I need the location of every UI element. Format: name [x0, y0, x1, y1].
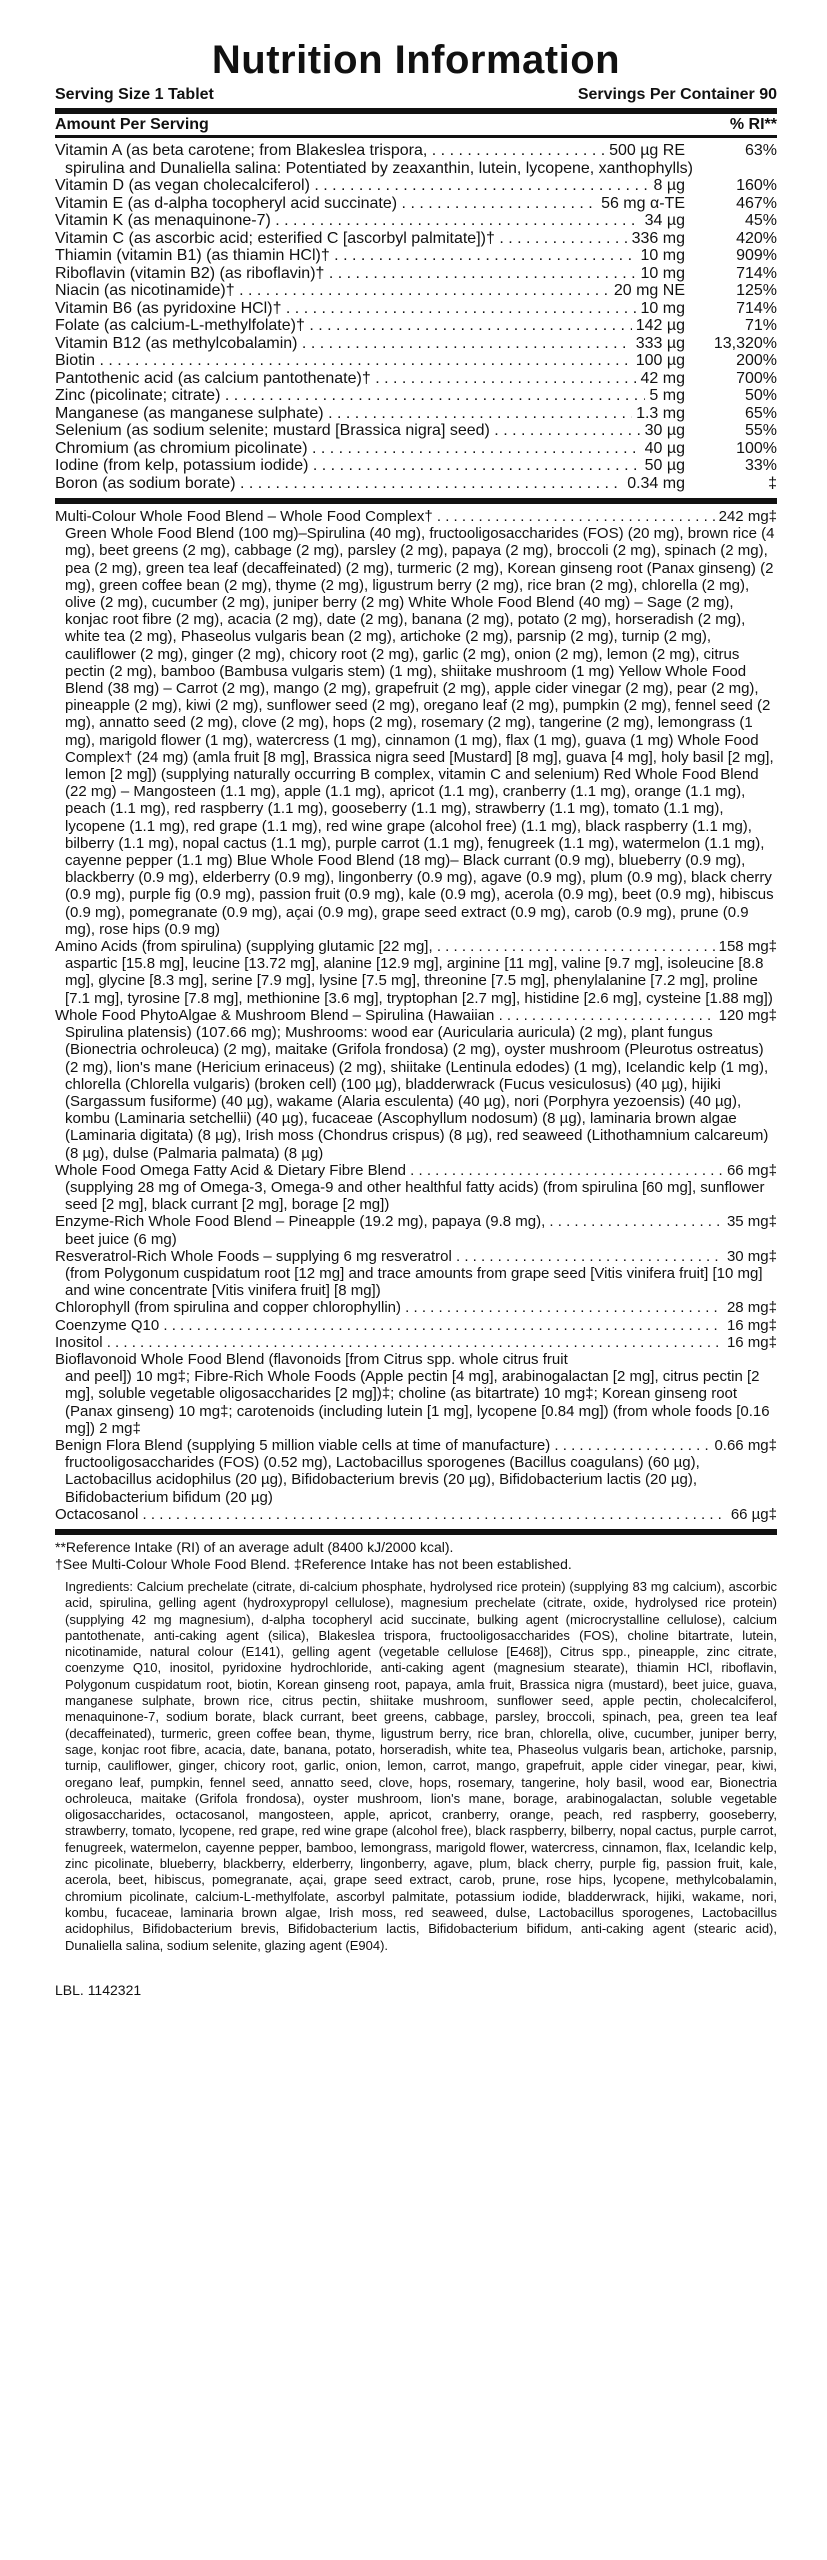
nutrient-percent-ri: 13,320% — [713, 334, 777, 352]
nutrient-amount: 142 µg — [635, 317, 685, 334]
nutrient-row — [55, 440, 777, 458]
blend-name: Coenzyme Q10 . . . — [55, 1317, 723, 1334]
nutrient-row — [55, 352, 777, 370]
nutrient-row — [55, 247, 777, 265]
nutrient-percent-ri: 160% — [736, 177, 777, 194]
amount-header — [55, 114, 777, 135]
blend-header — [55, 1162, 777, 1179]
nutrient-name: Iodine (from kelp, potassium iodide) . . . — [55, 457, 641, 475]
blend-header — [55, 1351, 777, 1368]
nutrient-name: Vitamin B12 (as methylcobalamin) . . . — [55, 335, 632, 353]
footnote-symbols: †See Multi-Colour Whole Food Blend. ‡Reference Intake has not been established. — [55, 1555, 572, 1572]
panel-title: Nutrition Information — [211, 38, 621, 82]
blend-item — [55, 938, 777, 1007]
nutrient-row — [55, 282, 777, 300]
blend-name: Octacosanol . . . — [55, 1506, 727, 1523]
nutrient-amount: 40 µg — [644, 439, 685, 457]
nutrient-row — [55, 300, 777, 318]
blend-name: Inositol . . . — [55, 1334, 723, 1351]
blend-name: Enzyme-Rich Whole Food Blend – Pineapple (19.2 mg), papaya (9.8 mg), . . . — [55, 1213, 723, 1230]
amount-per-serving: Amount Per Serving — [55, 116, 209, 133]
serving-size: Serving Size 1 Tablet — [55, 86, 214, 103]
nutrient-percent-ri: 50% — [744, 387, 777, 404]
nutrient-list — [55, 142, 777, 492]
nutrient-name: Vitamin B6 (as pyridoxine HCl)† . . . — [55, 300, 637, 318]
blend-description: (from Polygonum cuspidatum root [12 mg] and trace amounts from grape seed [Vitis vinifera fruit] [10 mg] and wine concentrate [Vitis vinifera fruit] [8 mg]) — [65, 1264, 763, 1300]
blend-amount: 158 mg‡ — [718, 938, 777, 956]
blend-amount: 66 µg‡ — [730, 1505, 777, 1523]
blend-header — [55, 1299, 777, 1316]
nutrient-percent-ri: 714% — [736, 264, 777, 282]
nutrient-amount: 50 µg — [644, 457, 685, 474]
nutrient-percent-ri: 467% — [736, 194, 777, 212]
nutrient-percent-ri: 65% — [744, 404, 777, 422]
blend-item — [55, 1506, 777, 1523]
nutrient-amount: 10 mg — [640, 247, 685, 264]
blend-header — [55, 1248, 777, 1265]
nutrient-row — [55, 142, 777, 160]
divider — [55, 1529, 777, 1535]
nutrient-name: Vitamin E (as d-alpha tocopheryl acid succinate) . . . — [55, 195, 597, 213]
blend-name: Amino Acids (from spirulina) (supplying glutamic [22 mg], . . . — [55, 938, 715, 955]
blend-description: fructooligosaccharides (FOS) (0.52 mg), Lactobacillus sporogenes (Bacillus coagulans) (60 µg), Lactobacillus acidophilus (20 µg), Bifidobacterium brevis (20 µg), Bifidobacterium lactis (20 µg), Bifidobacterium bifidum (20 µg) — [65, 1454, 700, 1506]
blend-description: beet juice (6 mg) — [65, 1230, 177, 1248]
nutrient-name: Thiamin (vitamin B1) (as thiamin HCl)† . . . — [55, 247, 637, 265]
blend-header — [55, 938, 777, 955]
blend-list — [55, 508, 777, 1523]
nutrient-name: Boron (as sodium borate) . . . — [55, 475, 623, 493]
nutrient-amount: 20 mg NE — [613, 282, 685, 299]
nutrient-row — [55, 457, 777, 475]
nutrient-name: Niacin (as nicotinamide)† . . . — [55, 282, 610, 300]
nutrition-panel — [55, 38, 777, 1998]
blend-name: Benign Flora Blend (supplying 5 million viable cells at time of manufacture) . . . — [55, 1437, 710, 1454]
blend-name: Multi-Colour Whole Food Blend – Whole Food Complex† . . . — [55, 508, 715, 525]
nutrient-percent-ri: 200% — [736, 352, 777, 369]
nutrient-percent-ri: 714% — [736, 299, 777, 317]
nutrient-amount: 0.34 mg — [627, 474, 685, 492]
nutrient-name: Vitamin K (as menaquinone-7) . . . — [55, 212, 641, 230]
nutrient-name: Vitamin C (as ascorbic acid; esterified C [ascorbyl palmitate])† . . . — [55, 230, 628, 248]
nutrient-percent-ri: 420% — [736, 229, 777, 247]
blend-name: Resveratrol-Rich Whole Foods – supplying 6 mg resveratrol . . . — [55, 1248, 723, 1265]
nutrient-name: Pantothenic acid (as calcium pantothenate)† . . . — [55, 370, 637, 388]
nutrient-amount: 30 µg — [644, 422, 685, 439]
nutrient-amount: 10 mg — [640, 299, 685, 317]
blend-description: aspartic [15.8 mg], leucine [13.72 mg], alanine [12.9 mg], arginine [11 mg], valine [9.7 mg], isoleucine [8.8 mg], glycine [8.3 mg], serine [7.9 mg], lysine [7.5 mg], threonine [7.5 mg], phenylalanine [7.2 mg], proline [7.1 mg], tyrosine [7.8 mg], methionine [3.6 mg], tryptophan [2.7 mg], histidine [2.6 mg], cysteine [1.88 mg]) — [65, 955, 773, 1007]
nutrient-row — [55, 265, 777, 283]
nutrient-name: Zinc (picolinate; citrate) . . . — [55, 387, 645, 405]
nutrient-amount: 34 µg — [644, 212, 685, 229]
nutrient-subtext: spirulina and Dunaliella salina: Potentiated by zeaxanthin, lutein, lycopene, xanthophylls) — [65, 159, 693, 177]
blend-item — [55, 1299, 777, 1316]
nutrient-name: Vitamin D (as vegan cholecalciferol) . . . — [55, 177, 650, 195]
blend-item — [55, 1213, 777, 1247]
blend-item — [55, 1334, 777, 1351]
blend-item — [55, 1351, 777, 1437]
nutrient-name: Chromium (as chromium picolinate) . . . — [55, 440, 641, 458]
percent-ri-header: % RI** — [729, 116, 777, 133]
nutrient-row — [55, 370, 777, 388]
blend-header — [55, 508, 777, 525]
nutrient-percent-ri: 100% — [736, 439, 777, 457]
nutrient-name: Biotin . . . — [55, 352, 632, 370]
blend-item — [55, 1248, 777, 1300]
nutrient-row — [55, 387, 777, 405]
blend-header — [55, 1213, 777, 1230]
nutrient-amount: 5 mg — [649, 387, 685, 404]
nutrient-row — [55, 422, 777, 440]
nutrient-amount: 100 µg — [635, 352, 685, 369]
nutrient-amount: 56 mg α-TE — [601, 194, 685, 212]
ingredients-text: Ingredients: Calcium prechelate (citrate, di-calcium phosphate, hydrolysed rice protein) (supplying 83 mg calcium), ascorbic acid, spirulina, gelling agent (hydroxypropyl cellulose), magnesium prechelate (citrate, oxide, hydrolysed rice protein) (supplying 42 mg magnesium), d-alpha tocopheryl acid succinate, bulking agent (microcrystalline cellulose), calcium pantothenate, anti-caking agent (silica), Blakeslea trispora, fructooligosaccharides (FOS), choline bitartrate, lutein, nicotinamide, natural colour (E141), gelling agent (vegetable cellulose [E468]), Citrus spp., pineapple, zinc citrate, coenzyme Q10, inositol, pyridoxine hydrochloride, anti-caking agent (magnesium stearate), thiamin HCl, riboflavin, Polygonum cuspidatum root, biotin, Korean ginseng root, papaya, amla fruit, Brassica nigra (mustard), beet juice, guava, manganese sulphate, brown rice, citrus pectin, shiitake mushroom, sunflower seed, apple pectin, cholecalciferol, menaquinone-7, sodium borate, black currant, beet greens, cabbage, parsley, broccoli, spinach, pea, green tea leaf (decaffeinated), turmeric, green coffee bean, thyme, ligustrum berry, rice bran, chlorella, olive, cucumber, juniper berry, sage, konjac root fibre, acacia, date, banana, potato, horseradish, white tea, Phaseolus vulgaris bean, artichoke, parsnip, turnip, cauliflower, ginger, chicory root, garlic, onion, lemon, carrot, mango, grapefruit, apple cider vinegar, pear, kiwi, oregano leaf, pumpkin, fennel seed, annatto seed, clove, hops, rosemary, tangerine, holy basil, wood ear, Bionectria ochroleuca, maitake (Grifola frondosa), oyster mushroom, lion's mane, borage, arabinogalactan, soluble vegetable oligosaccharides, octacosanol, mangosteen, apple, apricot, cranberry, orange, peach, red raspberry, gooseberry, strawberry, tomato, lycopene, red grape, red wine grape (alcohol free), black raspberry, bilberry, nopal cactus, purple carrot, fenugreek, watermelon, cayenne pepper, bamboo, lemongrass, marigold flower, watercress, cinnamon, flax, Icelandic kelp, zinc picolinate, blueberry, blackberry, elderberry, lingonberry, agave, plum, black cherry, purple fig, passion fruit, kale, acerola, beet, hibiscus, pomegranate, açai, grape seed extract, carob, prune, rose hips, lycopene, methylcobalamin, chromium picolinate, calcium-L-methylfolate, ascorbyl palmitate, potassium iodide, bladderwrack, hijiki, wakame, nori, kombu, fucaceae, laminaria brown algae, Irish moss, red seaweed, dulse, Lactobacillus sporogenes, Lactobacillus acidophilus, Bifidobacterium brevis, Bifidobacterium lactis, Bifidobacterium bifidum, anti-caking agent (stearic acid), Dunaliella salina, sodium selenite, glazing agent (E904). — [65, 1578, 777, 1953]
blend-header — [55, 1334, 777, 1351]
servings-per-container: Servings Per Container 90 — [577, 86, 777, 103]
footnote-ri: **Reference Intake (RI) of an average adult (8400 kJ/2000 kcal). — [55, 1538, 454, 1555]
blend-description: Green Whole Food Blend (100 mg)–Spirulina (40 mg), fructooligosaccharides (FOS) (20 mg), brown rice (4 mg), beet greens (2 mg), cabbage (2 mg), parsley (2 mg), papaya (2 mg), broccoli (2 mg), spinach (2 mg), pea (2 mg), green tea leaf (decaffeinated) (2 mg), turmeric (2 mg), Korean ginseng root (Panax ginseng) (2 mg), green coffee bean (2 mg), thyme (2 mg), ligustrum berry (2 mg), rice bran (2 mg), chlorella (2 mg), olive (2 mg), cucumber (2 mg), juniper berry (2 mg) White Whole Food Blend (40 mg) – Sage (2 mg), konjac root fibre (2 mg), acacia (2 mg), date (2 mg), banana (2 mg), potato (2 mg), horseradish (2 mg), white tea (2 mg), Phaseolus vulgaris bean (2 mg), artichoke (2 mg), parsnip (2 mg), turnip (2 mg), cauliflower (2 mg), ginger (2 mg), chicory root (2 mg), garlic (2 mg), onion (2 mg), lemon (2 mg), citrus pectin (2 mg), bamboo (Bambusa vulgaris stem) (1 mg), shiitake mushroom (1 mg) Yellow Whole Food Blend (38 mg) – Carrot (2 mg), mango (2 mg), grapefruit (2 mg), apple cider vinegar (2 mg), pear (2 mg), pineapple (2 mg), kiwi (2 mg), sunflower seed (2 mg), oregano leaf (2 mg), pumpkin (2 mg), fennel seed (2 mg), annatto seed (2 mg), clove (2 mg), hops (2 mg), rosemary (2 mg), tangerine (2 mg), lemongrass (1 mg), marigold flower (1 mg), watercress (1 mg), cinnamon (1 mg), flax (1 mg), guava (1 mg) Whole Food Complex† (24 mg) (amla fruit [8 mg], Brassica nigra seed [Mustard] [8 mg], guava [4 mg], holy basil [2 mg], lemon [2 mg]) (supplying naturally occurring B complex, vitamin C and selenium) Red Whole Food Blend (22 mg) – Mangosteen (1.1 mg), apple (1.1 mg), apricot (1.1 mg), cranberry (1.1 mg), orange (1.1 mg), peach (1.1 mg), red raspberry (1.1 mg), gooseberry (1.1 mg), strawberry (1.1 mg), tomato (1.1 mg), lycopene (1.1 mg), red grape (1.1 mg), red wine grape (alcohol free) (1.1 mg), black raspberry (1.1 mg), bilberry (1.1 mg), nopal cactus (1.1 mg), purple carrot (1.1 mg), fenugreek (1.1 mg), watermelon (1.1 mg), cayenne pepper (1.1 mg) Blue Whole Food Blend (18 mg)– Black currant (0.9 mg), blueberry (0.9 mg), blackberry (0.9 mg), elderberry (0.9 mg), lingonberry (0.9 mg), agave (0.9 mg), plum (0.9 mg), black cherry (0.9 mg), purple fig (0.9 mg), passion fruit (0.9 mg), kale (0.9 mg), acerola (0.9 mg), beet (0.9 mg), hibiscus (0.9 mg), pomegranate (0.9 mg), açai (0.9 mg), grape seed extract (0.9 mg), carob (0.9 mg), prune (0.9 mg), rose hips (0.9 mg) — [65, 525, 775, 938]
blend-name: Chlorophyll (from spirulina and copper chlorophyllin) . . . — [55, 1299, 723, 1316]
label-code: LBL. 1142321 — [55, 1981, 142, 1998]
nutrient-percent-ri: 71% — [744, 317, 777, 334]
blend-amount: 66 mg‡ — [726, 1161, 777, 1179]
nutrient-percent-ri: 45% — [744, 212, 777, 229]
blend-header — [55, 1317, 777, 1334]
nutrient-amount: 333 µg — [635, 334, 685, 352]
nutrient-amount: 1.3 mg — [636, 404, 685, 422]
nutrient-name: Riboflavin (vitamin B2) (as riboflavin)† . . . — [55, 265, 637, 283]
nutrient-amount: 10 mg — [640, 264, 685, 282]
divider — [55, 135, 777, 138]
blend-amount: 28 mg‡ — [726, 1299, 777, 1317]
nutrient-percent-ri: 909% — [736, 247, 777, 264]
nutrient-row — [55, 317, 777, 335]
blend-header — [55, 1007, 777, 1024]
blend-header — [55, 1437, 777, 1454]
nutrient-name: Folate (as calcium-L-methylfolate)† . . . — [55, 317, 632, 335]
blend-header — [55, 1506, 777, 1523]
nutrient-row — [55, 405, 777, 423]
nutrient-percent-ri: 700% — [736, 369, 777, 387]
nutrient-percent-ri: 55% — [744, 422, 777, 439]
serving-row — [55, 86, 777, 104]
blend-amount: 120 mg‡ — [718, 1006, 777, 1024]
nutrient-name: Selenium (as sodium selenite; mustard [Brassica nigra] seed) . . . — [55, 422, 641, 440]
blend-amount: 0.66 mg‡ — [714, 1436, 777, 1454]
blend-description: Spirulina platensis) (107.66 mg); Mushrooms: wood ear (Auricularia auricula) (2 mg), plant fungus (Bionectria ochroleuca) (2 mg), maitake (Grifola frondosa) (2 mg), oyster mushroom (Pleurotus ostreatus) (2 mg), lion's mane (Hericium erinaceus) (2 mg), shiitake (Lentinula edodes) (1 mg), Icelandic kelp (1 mg), chlorella (Chlorella vulgaris) (broken cell) (100 µg), bladderwrack (Fucus vesiculosus) (40 µg), hijiki (Sargassum fusiforme) (40 µg), wakame (Alaria esculenta) (40 µg), nori (Porphyra yezoensis) (40 µg), kombu (Laminaria setchellii) (40 µg), fucaceae (Ascophyllum nodosum) (8 µg), laminaria brown algae (Laminaria digitata) (8 µg), Irish moss (Chondrus crispus) (8 µg), red seaweed (Lithothamnium calcareum) (8 µg), dulse (Palmaria palmata) (8 µg) — [65, 1024, 769, 1162]
nutrient-row — [55, 212, 777, 230]
nutrient-percent-ri: 125% — [736, 282, 777, 299]
blend-name: Whole Food Omega Fatty Acid & Dietary Fibre Blend . . . — [55, 1162, 723, 1179]
blend-item — [55, 1007, 777, 1162]
nutrient-percent-ri: 63% — [744, 142, 777, 159]
blend-item — [55, 1437, 777, 1506]
nutrient-amount: 42 mg — [640, 369, 685, 387]
blend-amount: 30 mg‡ — [726, 1247, 777, 1265]
nutrient-percent-ri: 33% — [744, 457, 777, 474]
nutrient-name: Vitamin A (as beta carotene; from Blakeslea trispora, . . . — [55, 142, 605, 160]
nutrient-name: Manganese (as manganese sulphate) . . . — [55, 405, 632, 423]
blend-item — [55, 1162, 777, 1214]
blend-amount: 35 mg‡ — [726, 1213, 777, 1231]
blend-name: Bioflavonoid Whole Food Blend (flavonoids [from Citrus spp. whole citrus fruit — [55, 1350, 568, 1368]
blend-item — [55, 1317, 777, 1334]
blend-amount: 16 mg‡ — [726, 1333, 777, 1351]
nutrient-row — [55, 177, 777, 195]
nutrient-amount: 336 mg — [631, 229, 685, 247]
blend-description: and peel]) 10 mg‡; Fibre-Rich Whole Foods (Apple pectin [4 mg], arabinogalactan [2 mg], citrus pectin [2 mg], soluble vegetable oligosaccharides [2 mg])‡; choline (as bitartrate) 10 mg‡; Korean ginseng root (Panax ginseng) 10 mg‡; carotenoids (including lutein [1 mg], lycopene [0.84 mg]) (from whole foods [0.16 mg]) 2 mg‡ — [65, 1368, 770, 1437]
nutrient-amount: 8 µg — [653, 177, 685, 194]
nutrient-amount: 500 µg RE — [609, 142, 685, 159]
divider — [55, 498, 777, 504]
nutrient-row — [55, 230, 777, 248]
blend-amount: 16 mg‡ — [726, 1316, 777, 1334]
blend-amount: 242 mg‡ — [718, 508, 777, 525]
nutrient-percent-ri: ‡ — [768, 474, 777, 492]
nutrient-row — [55, 335, 777, 353]
blend-name: Whole Food PhytoAlgae & Mushroom Blend – Spirulina (Hawaiian . . . — [55, 1007, 715, 1024]
nutrient-row — [55, 475, 777, 493]
blend-description: (supplying 28 mg of Omega-3, Omega-9 and other healthful fatty acids) (from spirulina [60 mg], sunflower seed [2 mg], black currant [2 mg], borage [2 mg]) — [65, 1178, 765, 1214]
nutrient-row — [55, 195, 777, 213]
blend-item — [55, 508, 777, 938]
